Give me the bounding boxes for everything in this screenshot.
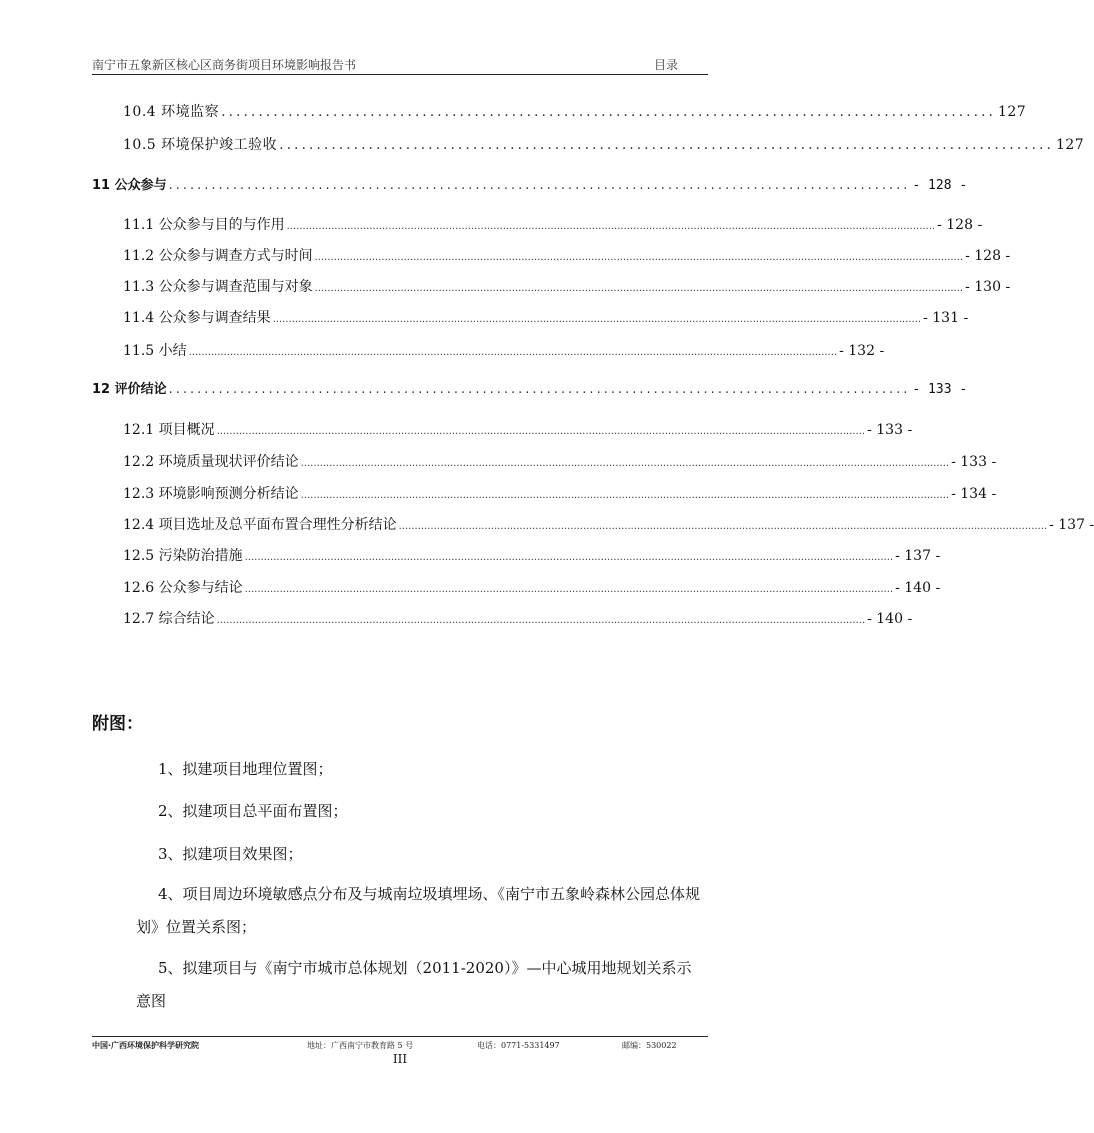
footer-postcode: 邮编：530022 — [622, 1041, 677, 1050]
toc-page: - 128 - — [912, 178, 968, 193]
toc-page: 127 — [1055, 137, 1085, 153]
toc-leader-dots: ............................................................................................................................................................................................................ — [244, 584, 894, 595]
toc-page: 127 — [997, 104, 1027, 120]
toc-leader-dots: ............................................................................................................................................................................................................ — [300, 490, 950, 501]
page-footer — [92, 1036, 708, 1051]
toc-entry-12-7[interactable] — [123, 608, 913, 628]
appendix-item: 3、拟建项目效果图； — [158, 845, 303, 863]
page-number: III — [392, 1052, 408, 1066]
toc-leader-dots: ........................................................................................................ — [221, 104, 996, 120]
toc-leader-dots: ........................................................................................................ — [168, 382, 911, 397]
toc-page: - 140 - — [867, 611, 913, 627]
toc-label: 12 评价结论 — [92, 382, 167, 397]
toc-leader-dots: ........................................................................................................ — [168, 178, 911, 193]
toc-entry-12-3[interactable] — [123, 483, 997, 503]
toc-entry-10-4[interactable] — [123, 101, 1027, 121]
toc-entry-11-1[interactable] — [123, 214, 983, 234]
toc-entry-11-4[interactable] — [123, 307, 969, 327]
toc-page: - 130 - — [965, 279, 1011, 295]
toc-page: - 133 - — [951, 454, 997, 470]
toc-label: 11.2 公众参与调查方式与时间 — [123, 248, 313, 264]
toc-label: 12.7 综合结论 — [123, 611, 215, 627]
appendix-item: 1、拟建项目地理位置图； — [158, 760, 333, 778]
toc-page: - 133 - — [912, 382, 968, 397]
toc-label: 11.1 公众参与目的与作用 — [123, 217, 285, 233]
document-title: 南宁市五象新区核心区商务街项目环境影响报告书 — [92, 58, 357, 72]
toc-leader-dots: ............................................................................................................................................................................................................ — [300, 458, 950, 469]
footer-organization: 中国·广西环境保护科学研究院 — [92, 1041, 200, 1050]
appendix-item: 5、拟建项目与《南宁市城市总体规划（2011-2020）》—中心城用地规划关系示意图 — [136, 959, 692, 1010]
toc-leader-dots: ............................................................................................................................................................................................................ — [272, 314, 922, 325]
toc-label: 12.1 项目概况 — [123, 422, 215, 438]
toc-label: 10.5 环境保护竣工验收 — [123, 137, 278, 153]
section-name: 目录 — [653, 58, 678, 72]
toc-label: 12.2 环境质量现状评价结论 — [123, 454, 299, 470]
toc-label: 12.4 项目选址及总平面布置合理性分析结论 — [123, 517, 397, 533]
toc-page: - 134 - — [951, 486, 997, 502]
toc-entry-12[interactable] — [92, 378, 968, 397]
toc-leader-dots: ............................................................................................................................................................................................................ — [216, 615, 866, 626]
toc-page: - 128 - — [965, 248, 1011, 264]
toc-leader-dots: ............................................................................................................................................................................................................ — [216, 426, 866, 437]
toc-label: 11.3 公众参与调查范围与对象 — [123, 279, 313, 295]
toc-leader-dots: ............................................................................................................................................................................................................ — [244, 552, 894, 563]
toc-page: - 128 - — [937, 217, 983, 233]
toc-leader-dots: ............................................................................................................................................................................................................ — [314, 283, 964, 294]
toc-page: - 131 - — [923, 310, 969, 326]
toc-label: 11 公众参与 — [92, 178, 167, 193]
toc-entry-12-5[interactable] — [123, 545, 941, 565]
toc-page: - 137 - — [1049, 517, 1094, 533]
toc-entry-12-1[interactable] — [123, 419, 913, 439]
toc-entry-12-6[interactable] — [123, 577, 941, 597]
toc-leader-dots: ........................................................................................................ — [279, 137, 1054, 153]
toc-entry-11[interactable] — [92, 174, 968, 193]
toc-page: - 140 - — [895, 580, 941, 596]
toc-page: - 132 - — [839, 343, 885, 359]
appendix-item: 4、项目周边环境敏感点分布及与城南垃圾填埋场、《南宁市五象岭森林公园总体规划》位置关系图； — [136, 885, 701, 936]
page-header — [92, 54, 708, 75]
toc-label: 11.4 公众参与调查结果 — [123, 310, 271, 326]
toc-leader-dots: ............................................................................................................................................................................................................ — [398, 521, 1048, 532]
toc-label: 11.5 小结 — [123, 343, 187, 359]
toc-page: - 137 - — [895, 548, 941, 564]
footer-phone: 电话：0771-5331497 — [477, 1041, 560, 1050]
toc-leader-dots: ............................................................................................................................................................................................................ — [314, 252, 964, 263]
toc-label: 12.6 公众参与结论 — [123, 580, 243, 596]
toc-leader-dots: ............................................................................................................................................................................................................ — [188, 347, 838, 358]
toc-entry-11-5[interactable] — [123, 340, 885, 360]
toc-entry-12-2[interactable] — [123, 451, 997, 471]
toc-label: 10.4 环境监察 — [123, 104, 220, 120]
appendix-item: 2、拟建项目总平面布置图； — [158, 802, 348, 820]
toc-leader-dots: ............................................................................................................................................................................................................ — [286, 221, 936, 232]
toc-label: 12.3 环境影响预测分析结论 — [123, 486, 299, 502]
footer-address: 地址：广西南宁市教育路 5 号 — [307, 1041, 414, 1050]
toc-label: 12.5 污染防治措施 — [123, 548, 243, 564]
toc-entry-11-3[interactable] — [123, 276, 1011, 296]
toc-page: - 133 - — [867, 422, 913, 438]
appendix-title: 附图： — [92, 714, 143, 734]
toc-entry-11-2[interactable] — [123, 245, 1011, 265]
toc-entry-10-5[interactable] — [123, 134, 1085, 154]
toc-entry-12-4[interactable] — [123, 514, 1094, 534]
